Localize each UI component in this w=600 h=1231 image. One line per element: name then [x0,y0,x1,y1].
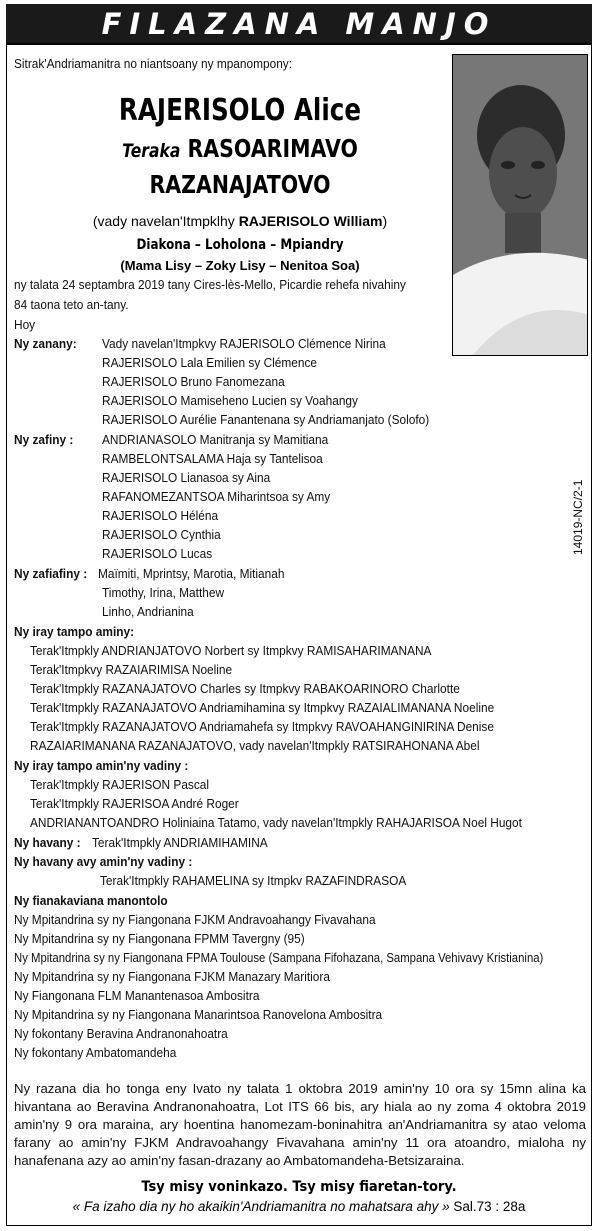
list-item: Ny fokontany Beravina Andranonahoatra [14,1026,228,1041]
havany-label: Ny havany : [14,835,81,850]
list-item: Ny fokontany Ambatomandeha [14,1045,177,1060]
aliases-line: (Mama Lisy – Zoky Lisy – Nenitoa Soa) [120,258,360,273]
havany-vadiny-value: Terak'Itmpkly RAHAMELINA sy Itmpkv RAZAFINDRASOA [100,873,407,888]
intro-text: Sitrak'Andriamanitra no niantsoany ny mpanompony: [14,56,293,71]
list-item: Ny Mpitandrina sy ny Fiangonana Manarintsoa Ranovelona Ambositra [14,1007,383,1022]
list-item: Terak'Itmpkly RAZANAJATOVO Charles sy Itmpkvy RABAKOARINORO Charlotte [30,681,460,696]
list-item: Linho, Andrianina [102,604,194,619]
deceased-name: RAJERISOLO Alice [118,93,362,128]
spouse-name: RAJERISOLO William [238,213,383,229]
spouse-line [40,212,440,230]
spouse-prefix: (vady navelan'Itmpklhy [92,213,239,229]
tampo-aminy-label: Ny iray tampo aminy: [14,624,135,639]
list-item: RAMBELONTSALAMA Haja sy Tantelisoa [102,451,323,466]
list-item: RAJERISOLO Lucas [102,546,213,561]
birth-name-2: RAZANAJATOVO [149,170,331,199]
list-item: Terak'Itmpkly RAZANAJATOVO Andriamahefa sy Itmpkvy RAVOAHANGINIRINA Denise [30,719,494,734]
fianakaviana-label: Ny fianakaviana manontolo [14,893,168,908]
list-item: Ny Fiangonana FLM Manantenasoa Ambositra [14,988,260,1003]
birth-name: RASOARIMAVO [187,134,358,163]
death-line-2: 84 taona teto an-tany. [14,297,129,312]
list-item: Ny Mpitandrina sy ny Fiangonana FJKM Manazary Maritiora [14,969,330,984]
list-item: RAJERISOLO Lianasoa sy Aina [102,470,271,485]
teraka-label: Teraka [122,140,181,162]
title-banner [6,4,592,45]
list-item: Ny Mpitandrina sy ny Fiangonana FPMM Tavergny (95) [14,931,305,946]
spouse-suffix: ) [382,213,388,229]
tampo-vadiny-label: Ny iray tampo amin'ny vadiny : [14,758,189,773]
list-item: Maïmiti, Mprintsy, Marotia, Mitianah [98,566,285,581]
havany-vadiny-label: Ny havany avy amin'ny vadiny : [14,854,193,869]
list-item: ANDRIANANTOANDRO Holiniaina Tatamo, vady navelan'Itmpkly RAHAJARISOA Noel Hugot [30,815,522,830]
list-item: RAJERISOLO Lala Emilien sy Clémence [102,355,318,370]
list-item: Timothy, Irina, Matthew [102,585,225,600]
closing-line: Tsy misy voninkazo. Tsy misy fiaretan-tory. [141,1179,457,1195]
list-item: Ny Mpitandrina sy ny Fiangonana FPMA Toulouse (Sampana Fifohazana, Sampana Vehivavy Kristianina) [14,950,544,965]
list-item: Terak'Itmpkvy RAZAIARIMISA Noeline [30,662,233,677]
announcement-paragraph: Ny razana dia ho tonga eny Ivato ny talata 1 oktobra 2019 amin'ny 10 ora sy 15mn alina ka hivantana ao Beravina Andranonahoatra, Lot ITS 66 bis, ary hiala ao ny zoma 4 oktobra 2019 amin'ny 9 ora maraina, ary hoentina hanomezam-boninahitra an'Andriamanitra sy atao veloma farany ao amin'ny FJKM Andravoahangy Fivavahana amin'ny 11 ora atoandro, mialoha ny hanafenana azy ao amin'ny fasan-drazany ao Ambatomandeha-Betsizaraina. [14,1081,586,1168]
birth-name-line [76,134,404,166]
list-item: RAJERISOLO Bruno Fanomezana [102,374,285,389]
list-item: Terak'Itmpkly RAJERISON Pascal [30,777,210,792]
zafiny-label: Ny zafiny : [14,432,74,447]
hoy-text: Hoy [14,317,36,332]
notice-title: FILAZANA MANJO [101,7,497,41]
list-item: Terak'Itmpkly RAZANAJATOVO Andriamihamina sy Itmpkvy RAZAIALIMANANA Noeline [30,700,495,715]
list-item: Terak'Itmpkly RAJERISOA André Roger [30,796,239,811]
havany-value: Terak'Itmpkly ANDRIAMIHAMINA [92,835,268,850]
verse-ref: Sal.73 : 28a [453,1199,526,1214]
zanany-label: Ny zanany: [14,336,77,351]
list-item: RAJERISOLO Mamiseheno Lucien sy Voahangy [102,393,358,408]
verse-text: « Fa izaho dia ny ho akaikin'Andriamanitra no mahatsara ahy » [72,1199,450,1214]
zafiafiny-label: Ny zafiafiny : [14,566,88,581]
death-line-1: ny talata 24 septambra 2019 tany Cires-lès-Mello, Picardie rehefa nivahiny [14,277,406,292]
reference-code: 14019-NC/2-1 [571,479,585,555]
deceased-photo [452,54,588,356]
list-item: RAFANOMEZANTSOA Miharintsoa sy Amy [102,489,331,504]
list-item: RAJERISOLO Aurélie Fanantenana sy Andriamanjato (Solofo) [102,412,430,427]
list-item: Vady navelan'Itmpkvy RAJERISOLO Clémence Nirina [102,336,386,351]
list-item: RAJERISOLO Héléna [102,508,219,523]
list-item: Terak'Itmpkly ANDRIANJATOVO Norbert sy Itmpkvy RAMISAHARIMANANA [30,643,432,658]
list-item: RAJERISOLO Cynthia [102,527,221,542]
verse-line [6,1199,592,1214]
list-item: RAZAIARIMANANA RAZANAJATOVO, vady navelan'Itmpkly RATSIRAHONANA Abel [30,738,480,753]
portrait-image [453,55,588,356]
list-item: Ny Mpitandrina sy ny Fiangonana FJKM Andravoahangy Fivavahana [14,912,376,927]
roles-line: Diakona – Loholona – Mpiandry [136,237,344,253]
list-item: ANDRIANASOLO Manitranja sy Mamitiana [102,432,329,447]
